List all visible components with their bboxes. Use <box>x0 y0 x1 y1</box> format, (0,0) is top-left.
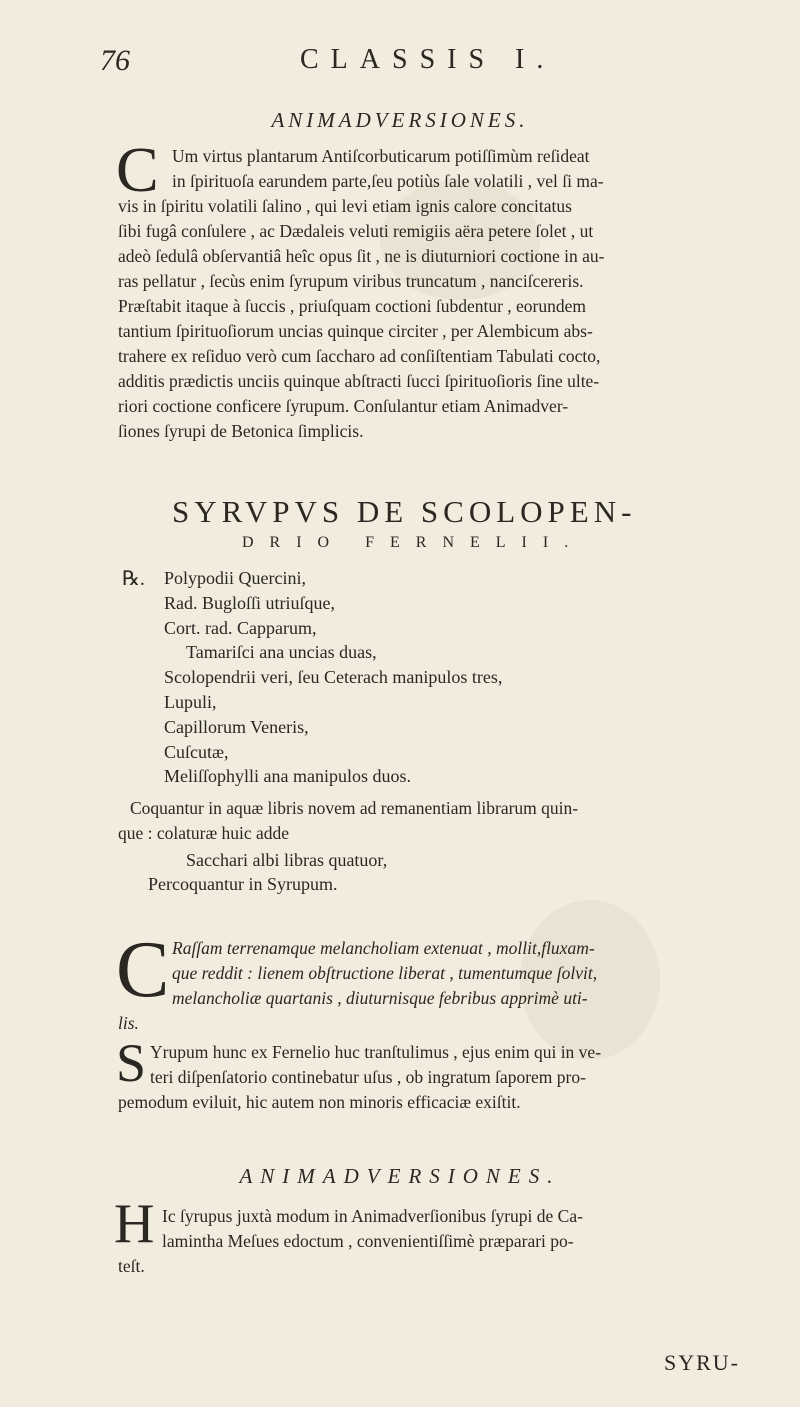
text-line: Præſtabit itaque à ſuccis , priuſquam coctioni ſubdentur , eorundem <box>118 296 587 316</box>
text-line: in ſpirituoſa earundem parte,ſeu potiùs ſale volatili , vel ſi ma- <box>172 171 604 191</box>
instructions <box>118 796 728 846</box>
text-line: lis. <box>118 1013 139 1033</box>
page-number: 76 <box>100 44 130 77</box>
text-line: vis in ſpiritu volatili ſalino , qui levi etiam ignis calore concitatus <box>118 196 572 216</box>
text-line: additis prædictis unciis quinque abſtracti ſucci ſpirituoſioris ſine ulte- <box>118 371 600 391</box>
note-paragraph <box>150 1040 728 1090</box>
text-line: teri diſpenſatorio continebatur uſus , ob ingratum ſaporem pro- <box>150 1067 586 1087</box>
text-line: adeò ſedulâ obſervantiâ heîc opus ſit , ne is diuturniori coctione in au- <box>118 246 605 266</box>
text-line: que : colaturæ huic adde <box>118 823 290 843</box>
ingredient: Scolopendrii veri, ſeu Ceterach manipulos tres, <box>164 667 503 688</box>
text-line: lamintha Meſues edoctum , convenientiſſimè præparari po- <box>162 1231 574 1251</box>
text-line: Coquantur in aquæ libris novem ad remanentiam librarum quin- <box>130 798 579 818</box>
section-title: ANIMADVERSIONES. <box>271 108 529 132</box>
text-line: ſibi fugâ conſulere , ac Dædaleis veluti remigiis aëra petere ſolet , ut <box>118 221 594 241</box>
drop-capital: S <box>116 1033 147 1093</box>
ingredient: Capillorum Veneris, <box>164 716 309 737</box>
paragraph <box>162 1204 728 1254</box>
ingredient-list <box>164 566 502 789</box>
virtues-paragraph <box>172 936 728 1011</box>
text-line: trahere ex reſiduo verò cum ſaccharo ad conſiſtentiam Tabulati cocto, <box>118 346 601 366</box>
running-title: CLASSIS I. <box>300 44 556 75</box>
recipe-symbol: ℞. <box>122 568 145 590</box>
recipe-subtitle: DRIO FERNELII. <box>242 534 585 551</box>
text-line: ras pellatur , ſecùs enim ſyrupum viribus truncatum , nanciſcereris. <box>118 271 584 291</box>
drop-capital: C <box>116 134 159 205</box>
paragraph <box>172 144 728 194</box>
text-line: Yrupum hunc ex Fernelio huc tranſtulimus , ejus enim qui in ve- <box>150 1042 602 1062</box>
ingredient: Tamariſci ana uncias duas, <box>186 642 377 663</box>
ingredient: Cort. rad. Capparum, <box>164 617 317 638</box>
sugar-line <box>186 848 387 873</box>
drop-capital: C <box>116 926 170 1014</box>
text-line: Raſſam terrenamque melancholiam extenuat , mollit,fluxam- <box>172 938 595 958</box>
text-line: Sacchari albi libras quatuor, <box>186 850 388 870</box>
final-line <box>148 872 337 897</box>
ingredient: Polypodii Quercini, <box>164 568 306 588</box>
note-paragraph-end <box>118 1090 728 1115</box>
text-line: pemodum eviluit, hic autem non minoris efficaciæ exiſtit. <box>118 1092 521 1112</box>
catchword: SYRU- <box>664 1350 741 1375</box>
text-line: teſt. <box>118 1256 145 1276</box>
text-line: ſiones ſyrupi de Betonica ſimplicis. <box>118 421 364 441</box>
drop-capital: H <box>114 1193 155 1255</box>
text-line: que reddit : lienem obſtructione liberat , tumentumque ſolvit, <box>172 963 598 983</box>
text-line: melancholiæ quartanis , diuturnisque febribus apprimè uti- <box>172 988 588 1008</box>
text-line: Percoquantur in Syrupum. <box>148 874 338 894</box>
ingredient: Rad. Bugloſſi utriuſque, <box>164 592 335 613</box>
text-line: tantium ſpirituoſiorum uncias quinque circiter , per Alembicum abs- <box>118 321 593 341</box>
ingredient: Cuſcutæ, <box>164 741 229 762</box>
text-line: Um virtus plantarum Antiſcorbuticarum potiſſimùm reſideat <box>172 146 590 166</box>
paragraph <box>118 194 728 444</box>
ingredient: Meliſſophylli ana manipulos duos. <box>164 766 411 787</box>
text-line: Ic ſyrupus juxtà modum in Animadverſionibus ſyrupi de Ca- <box>162 1206 583 1226</box>
recipe-title: SYRVPVS DE SCOLOPEN- <box>172 494 637 529</box>
paragraph-end <box>118 1254 728 1279</box>
text-line: riori coctione conficere ſyrupum. Conſulantur etiam Animadver- <box>118 396 569 416</box>
section-title: ANIMADVERSIONES. <box>239 1164 561 1188</box>
ingredient: Lupuli, <box>164 691 217 712</box>
virtues-paragraph-end <box>118 1011 728 1036</box>
